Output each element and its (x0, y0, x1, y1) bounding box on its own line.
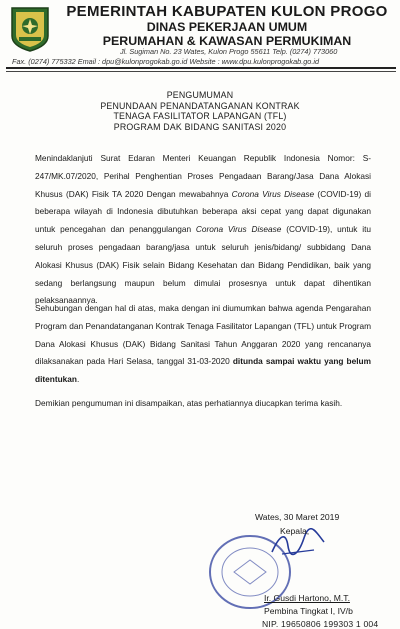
p1-text-e: (COVID-19), untuk itu seluruh proses pengadaan barang/jasa untuk seluruh jenis/bidang/ subbidang Dana Alokasi Khusus (DAK) Fisik selain Bidang Kesehatan dan Bidang Pendidikan, baik yang sedang berlangsung maupun belum dimulai prosesnya untuk dapat dihentikan pelaksanaannya. (35, 224, 371, 306)
title-line-2: PENUNDAAN PENANDATANGANAN KONTRAK (100, 100, 300, 111)
signature-role: Kepala, (280, 526, 310, 536)
p1-text-c: (COVID-19) di beberapa wilayah di Indonesia dibutuhkan beberapa aksi cepat yang dapat digunakan untuk pencegahan dan penanggulangan (35, 188, 371, 235)
government-name: PEMERINTAH KABUPATEN KULON PROGO (66, 3, 388, 20)
signatory-nip: NIP. 19650806 199303 1 004 (262, 619, 379, 629)
department-name-line2: PERUMAHAN & KAWASAN PERMUKIMAN (102, 34, 352, 48)
letterhead (58, 3, 396, 48)
signature-date: Wates, 30 Maret 2019 (255, 512, 340, 522)
department-name-line1: DINAS PEKERJAAN UMUM (146, 20, 308, 34)
title-line-4: PROGRAM DAK BIDANG SANITASI 2020 (113, 121, 287, 132)
body-paragraph-1 (35, 150, 371, 310)
title-line-3: TENAGA FASILITATOR LAPANGAN (TFL) (113, 111, 287, 122)
contact-line: Fax. (0274) 775332 Email : dpu@kulonprogokab.go.id Website : www.dpu.kulonprogokab.go.id (12, 57, 320, 66)
body-paragraph-2 (35, 300, 371, 389)
p1-italic-d: Corona Virus Disease (195, 224, 282, 235)
p2-text-a: Sehubungan dengan hal di atas, maka dengan ini diumumkan bahwa agenda Pengarahan Program dan Penandatanganan Kontrak Tenaga Fasilitator Lapangan (TFL) untuk Program Dana Alokasi Khusus (DAK) Bidang Sanitasi Tahun Anggaran 2020 yang rencananya dilaksanakan pada Hari Selasa, tanggal 31-03-2020 (35, 303, 371, 367)
signatory-rank: Pembina Tingkat I, IV/b (264, 606, 353, 616)
kulon-progo-emblem-logo (9, 6, 51, 52)
p2-bold-postponed: ditunda sampai waktu yang belum ditentukan (35, 356, 371, 385)
title-line-1: PENGUMUMAN (166, 90, 234, 100)
p2-text-c: . (76, 374, 80, 385)
body-paragraph-3: Demikian pengumuman ini disampaikan, atas perhatiannya diucapkan terima kasih. (35, 398, 343, 408)
letterhead-rule-thick (6, 67, 396, 69)
address-line: Jl. Sugiman No. 23 Wates, Kulon Progo 55611 Telp. (0274) 773060 (120, 47, 338, 56)
announcement-title (60, 90, 340, 132)
p1-italic-b: Corona Virus Disease (231, 188, 315, 199)
p1-text-a: Menindaklanjuti Surat Edaran Menteri Keuangan Republik Indonesia Nomor: S-247/MK.07/2020, Perihal Penghentian Proses Pengadaan Barang/Jasa Dana Alokasi Khusus (DAK) Fisik TA 2020 Dengan mewabahnya (35, 153, 371, 199)
letterhead-rule-thin (6, 71, 396, 72)
signatory-name: Ir. Gusdi Hartono, M.T. (264, 593, 350, 603)
